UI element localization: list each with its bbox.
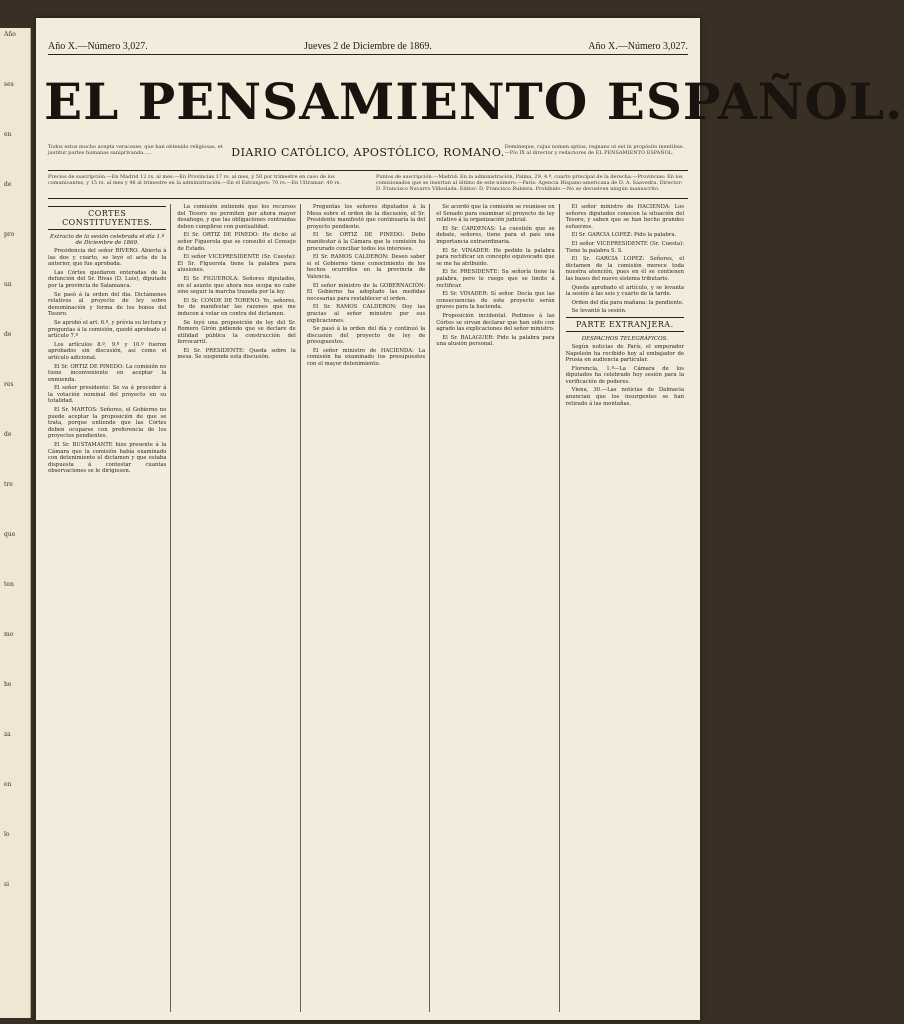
paragraph: El Sr. GARCIA LOPEZ: Pido la palabra. [571,232,677,239]
strip-line: Año [4,31,16,38]
paragraph: Se pasó á la orden del día y continuó la discusión del proyecto de ley de presupuestos. [306,326,426,346]
subscription-prices: Precios de suscripción.—En Madrid 12 rs. al mes.—En Provincias 17 rs. al mes, y 50 por trimestre en caso de los comunicantes, y 15 rs. al mes y 48 al trimestre en la administración.—En el Extranjero: 70 rs.—En Ultramar: 40 rs. [48,174,341,186]
strip-line: tre [4,481,13,488]
issue-date: Jueves 2 de Diciembre de 1869. [304,40,432,52]
strip-line: un [4,281,12,288]
paragraph: Se acordó que la comisión se reuniese en el Senado para examinar el proyecto de ley relativo á la organización judicial. [436,204,555,224]
column-4 [436,204,559,1012]
adjacent-page-strip [0,28,31,1018]
tagline: DIARIO CATÓLICO, APOSTÓLICO, ROMANO. [231,146,505,159]
paragraph: Proposición incidental. Pedimos á las Córtes se sirvan declarar que han oido con agrado las explicaciones del señor ministro. [436,312,555,333]
telegram-paragraph: Florencia, 1.º—La Cámara de los diputados ha celebrado hoy sesión para la verificación de poderes. [565,365,685,385]
section-subtitle-cortes: Extracto de la sesión celebrada el día 1.º de Diciembre de 1869. [50,234,165,246]
strip-line: de [4,181,12,188]
column-2 [177,204,300,1012]
strip-line: de [4,431,12,438]
motto-left: Todos estos mucho acepta veracesse, que han obtenido religiosas, et justitur partes humanas saniprivanda..... [48,144,223,156]
telegram-paragraph: Según noticias de París, el emperador Napoleón ha recibido hoy al embajador de Prusia en audiencia particular. [565,343,685,364]
strip-line: en [4,131,12,138]
motto-right: Domineque, cujus nomen sptius, regnans ut est in propósito mentibus.—Pío IX al director y redactores de EL PENSAMIENTO ESPAÑOL. [504,144,685,156]
masthead-title: EL PENSAMIENTO ESPAÑOL. [44,72,904,131]
paragraph: Se leyó una proposición de ley del Sr. Romero Girón pidiendo que se declare de utilidad pública la construcción del ferrocarril. [177,319,296,346]
paragraph: El Sr. PRESIDENTE: Su señoría tiene la palabra, pero le ruego que se limite á rectificar. [436,269,555,289]
strip-line: pro [4,231,15,238]
strip-line: ses [4,81,14,88]
section-title-extranjera: PARTE EXTRANJERA. [566,317,684,332]
divider-rule-2 [48,198,688,199]
strip-line: ten [4,581,14,588]
paragraph: La comisión entiende que los recursos del Tesoro no permiten por ahora mayor desahogo, y que las obligaciones contraidas deben cumplirse con puntualidad. [177,204,296,230]
paragraph: El Sr. BUSTAMANTE hizo presente á la Cámara que la comisión había examinado con detenimiento el dictamen y que estaba dispuesta á contestar cuantas observaciones se le dirigiesen. [48,442,167,475]
section-subtitle-telegrams: DESPACHOS TELEGRÁFICOS. [581,335,668,342]
paragraph: Orden del día para mañana: la pendiente. [571,299,684,306]
paragraph: El Sr. MARTOS: Señores, el Gobierno no puede aceptar la proposición de que se trata, porque entiende que las Córtes deben ocuparse con preferencia de los proyectos pendientes. [48,407,167,440]
paragraph: El Sr. ORTIZ DE PINEDO: He dicho al señor Figuerola que se consultó el Consejo de Estado. [177,232,296,252]
issue-line [48,38,688,55]
paragraph: El Sr. CONDE DE TORENO: Yo, señores, he de manifestar las razones que me inducen á votar en contra del dictamen. [177,297,296,317]
paragraph: Preguntas los señores diputados á la Mesa sobre el orden de la discusión, el Sr. Presidente manifestó que continuaría la del proyecto pendiente. [306,204,426,230]
strip-line: lo [4,831,10,838]
paragraph: El Sr. FIGUEROLA: Señores diputados, en el asunto que ahora nos ocupa no cabe sino seguir la marcha trazada por la ley. [177,275,296,296]
article-columns [48,204,688,1012]
strip-line: za [4,731,11,738]
issue-number-right: Año X.—Número 3,027. [588,40,688,52]
paragraph: El Sr. ORTIZ DE PINEDO: Debo manifestar á la Cámara que la comisión ha procurado conciliar todos los intereses. [306,232,426,252]
subhead [48,144,688,168]
strip-line: si [4,881,9,888]
section-title-cortes: CORTES CONSTITUYENTES. [48,206,166,230]
paragraph: Queda aprobado el artículo, y se levanta la sesión á las seis y cuarto de la tarde. [565,284,685,298]
strip-line: que [4,531,16,538]
column-3 [307,204,430,1012]
issue-number-left: Año X.—Número 3,027. [48,40,148,52]
telegram-paragraph: Viena, 30.—Las noticias de Dalmacia anuncian que los insurgentes se han retirado á las montañas. [565,387,685,407]
paragraph: Los artículos 8.º, 9.º y 10.º fueron aprobados sin discusión, así como el artículo adicional. [48,341,167,361]
strip-line: res [4,381,14,388]
paragraph: El Sr. CARDENAS: La cuestión que se debate, señores, tiene para el país una importancia extraordinaria. [436,225,555,245]
paragraph: Se levantó la sesión. [571,308,627,315]
paragraph: El Sr. GARCIA LOPEZ: Señores, el dictamen de la comisión merece toda nuestra atención, pues en él se contienen las bases del nuevo sistema tributario. [565,256,685,282]
paragraph: El señor presidente: Se va á proceder á la votación nominal del proyecto en su totalidad. [48,385,167,405]
subscription-points: Puntos de suscripción.—Madrid: En la administración, Palma, 29, 4.º, cuarto principal de la derecha.—Provincias: En los comisionados que se insertan al último de este número.—París: Agencia Hispano-americana de D. A. Saavedra. Director: D. Francisco Navarro Villoslada. Editor: D. Francisco Rubiera. Prohibido.—No se devuelven ningún manuscrito. [376,174,683,192]
paragraph: Se pasó á la orden del día. Dictámenes relativos al proyecto de ley sobre denominación y forma de los bonos del Tesoro. [48,291,167,318]
paragraph: Se aprobó el art. 6.º, y prévia su lectura y preguntas á la comisión, quedó aprobado el artículo 7.º [48,319,167,340]
paragraph: El Sr. RAMOS CALDERON: Doy las gracias al señor ministro por sus explicaciones. [306,304,426,324]
paragraph: Las Córtes quedaron enteradas de la defunción del Sr. Rivas (D. Luis), diputado por la provincia de Salamanca. [48,269,167,289]
strip-line: mo [4,631,14,638]
paragraph: El Sr. RAMOS CALDERON: Deseo saber si el Gobierno tiene conocimiento de los hechos ocurridos en la provincia de Valencia. [306,254,426,280]
paragraph: El Sr. ORTIZ DE PINEDO: La comisión no tiene inconveniente en aceptar la enmienda. [48,363,167,383]
paragraph: El Sr. PRESIDENTE: Queda sobre la mesa. Se suspende esta discusión. [177,347,296,361]
paragraph: El señor ministro de la GOBERNACIÓN: El Gobierno ha adoptado las medidas necesarias para restablecer el orden. [306,282,426,302]
paragraph: El señor ministro de HACIENDA: La comisión ha examinado los presupuestos con el mayor detenimiento. [306,347,426,368]
paragraph: El Sr. VINADER: He pedido la palabra para rectificar un concepto equivocado que se me ha atribuido. [436,247,555,267]
paragraph: El señor VICEPRESIDENTE (Sr. Cuesta): El Sr. Figuerola tiene la palabra para alusiones. [177,254,296,274]
divider-rule [48,170,688,171]
paragraph: El Sr. BALAGUER: Pido la palabra para una alusión personal. [436,334,555,348]
column-5 [566,204,688,1012]
strip-line: en [4,781,12,788]
newspaper-page [36,18,904,1020]
paragraph: El Sr. VINADER: Sí señor. Decía que las consecuencias de este proyecto serán graves para la hacienda. [436,291,555,311]
strip-line: de [4,331,12,338]
paragraph: El señor ministro de HACIENDA: Los señores diputados conocen la situación del Tesoro, y saben que se han hecho grandes esfuerzos. [565,204,685,230]
paragraph: Presidencia del señor RIVERO. Abierta á las dos y cuarto, se leyó el acta de la anterior, que fue aprobada. [48,248,167,268]
column-1 [48,204,171,1012]
strip-line: he [4,681,12,688]
paragraph: El señor VICEPRESIDENTE (Sr. Cuesta): Tiene la palabra S. S. [565,240,685,254]
